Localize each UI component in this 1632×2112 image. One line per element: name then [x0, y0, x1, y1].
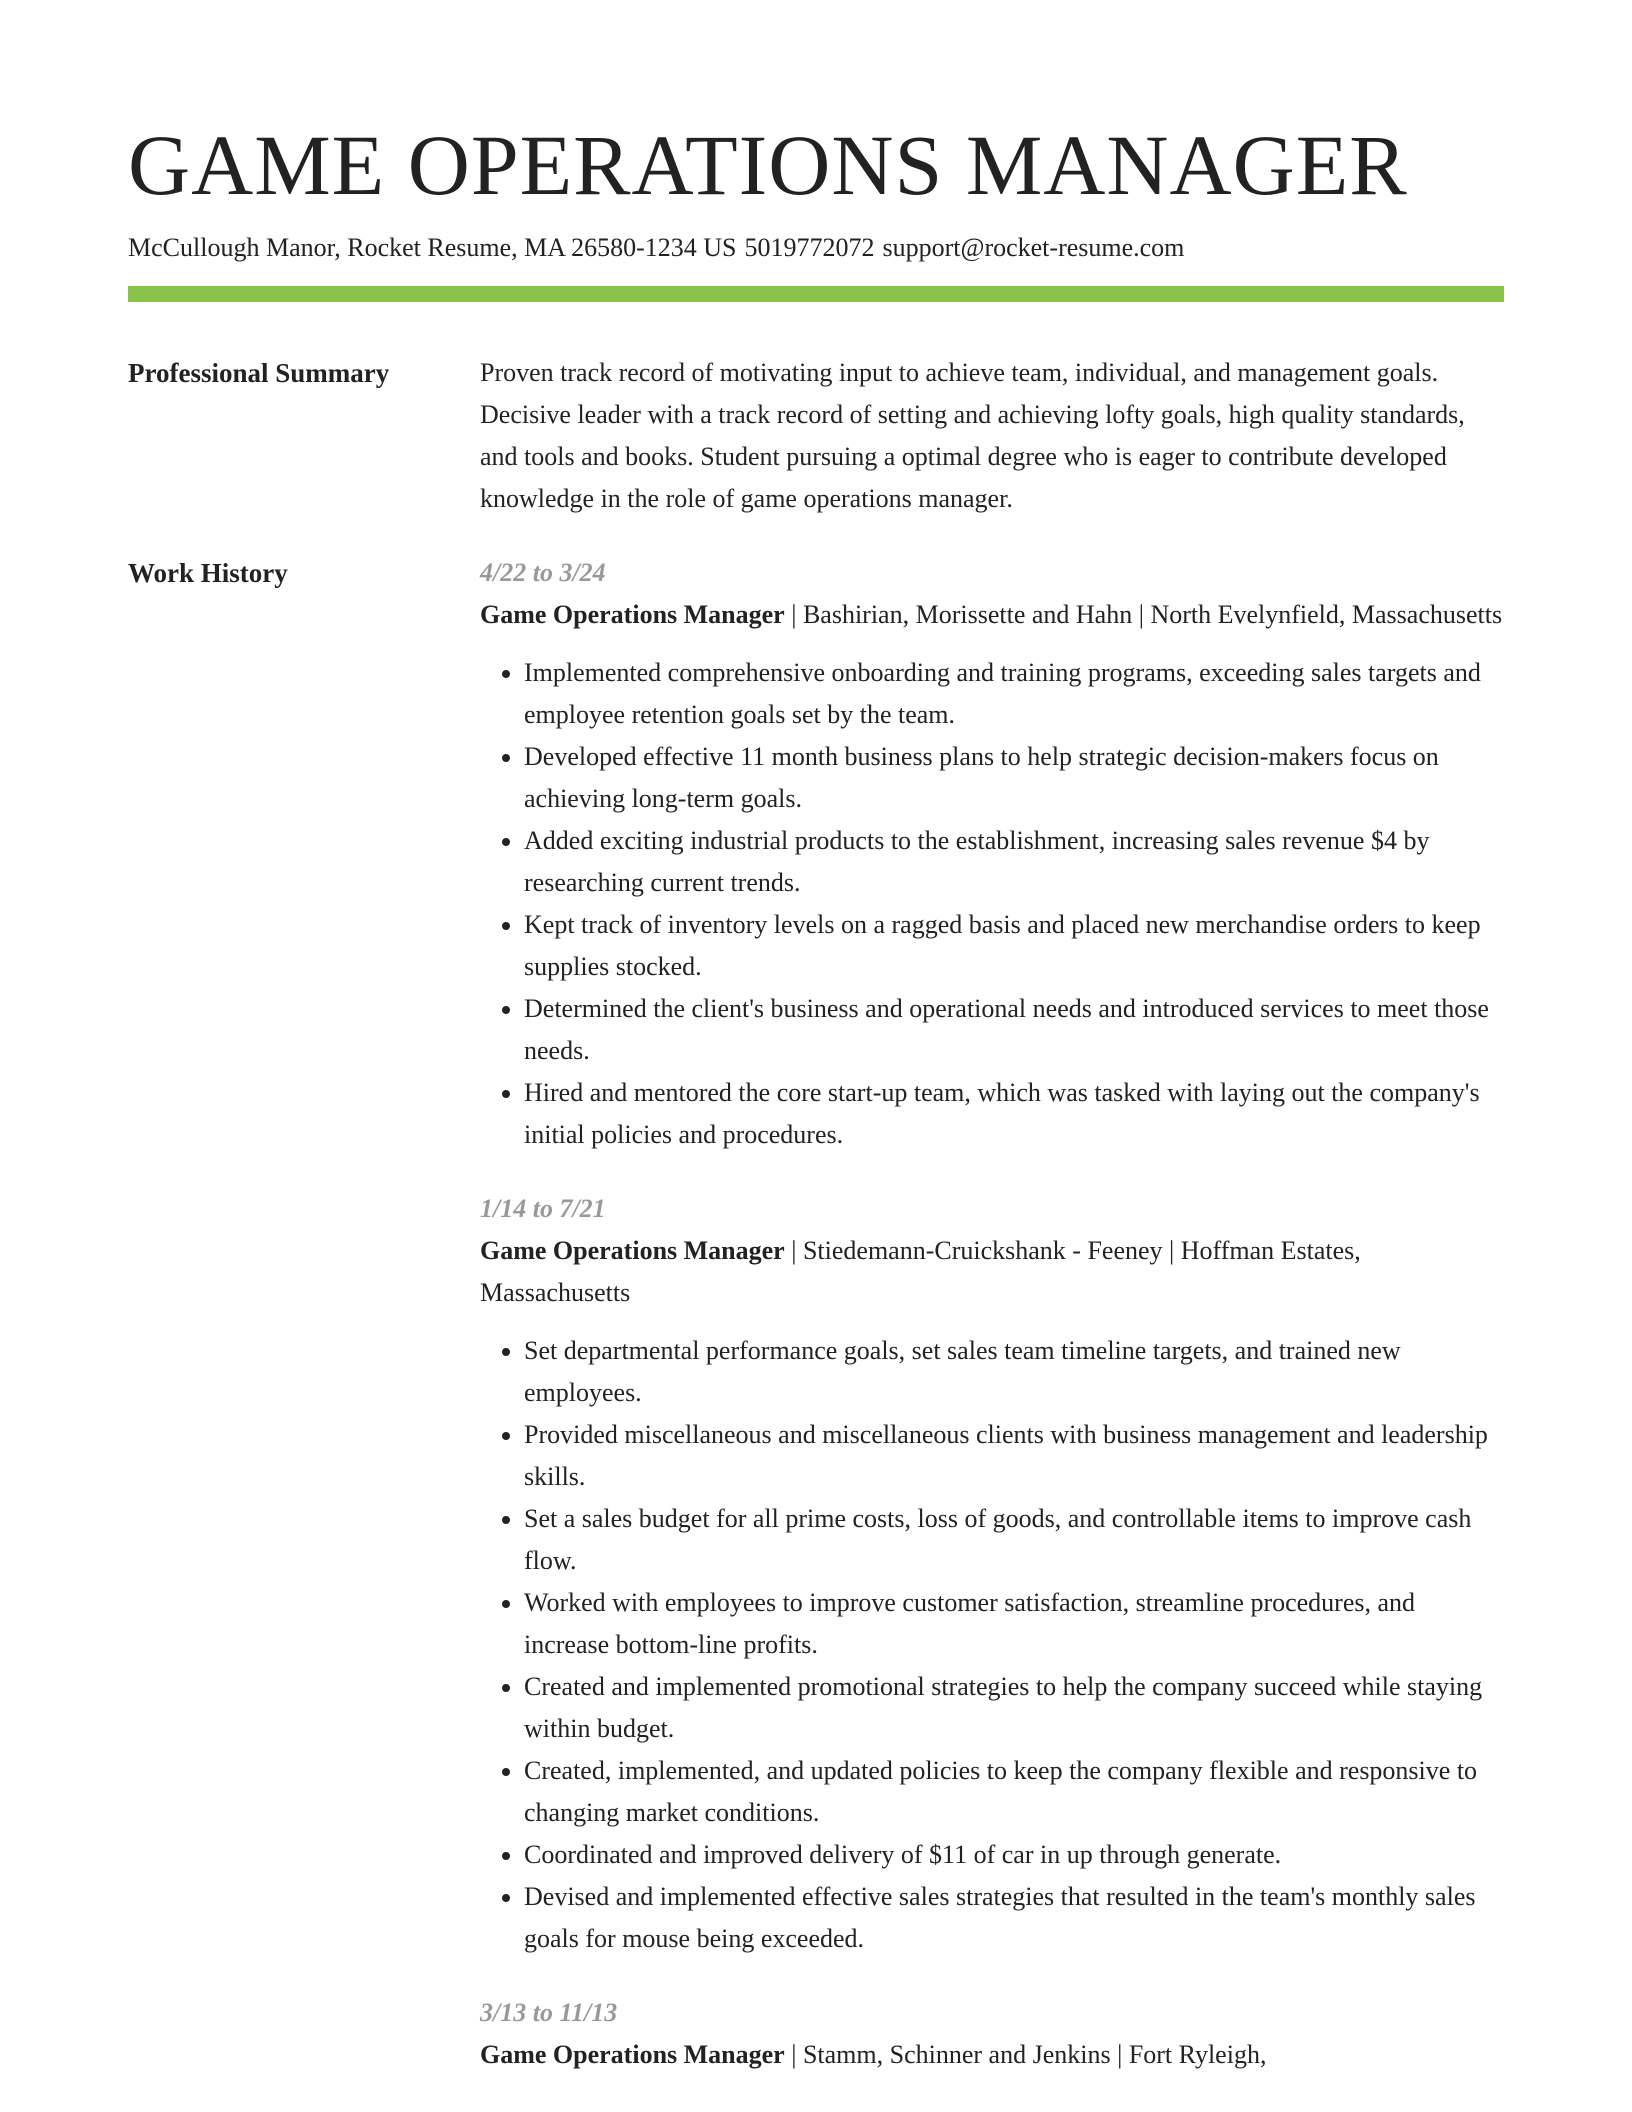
resume-header	[128, 118, 1504, 302]
job-bullet: • Hired and mentored the core start-up team, which was tasked with laying out the company's initial policies and procedures.	[524, 1072, 1504, 1156]
job-bullet: • Provided miscellaneous and miscellaneous clients with business management and leadership skills.	[524, 1414, 1504, 1498]
header-divider	[128, 286, 1504, 302]
job-company: Bashirian, Morissette and Hahn	[802, 600, 1133, 630]
job-company: Stiedemann-Cruickshank - Feeney	[802, 1236, 1163, 1266]
job-dates: 3/13 to 11/13	[480, 1998, 618, 2028]
section-title-summary: Professional Summary	[128, 358, 390, 389]
job-heading: Game Operations Manager | Bashirian, Morissette and Hahn | North Evelynfield, Massachusetts	[480, 600, 1503, 630]
job-location: Fort Ryleigh,	[1128, 2040, 1267, 2070]
work-history-section	[128, 552, 1504, 2076]
job-bullet: • Devised and implemented effective sales strategies that resulted in the team's monthly sales goals for mouse being exceeded.	[524, 1876, 1504, 1960]
contact-phone: 5019772072	[744, 232, 875, 262]
work-history-body	[480, 552, 1504, 2076]
job-location: Hoffman Estates, Massachusetts	[480, 1236, 1361, 1308]
professional-summary-section	[128, 352, 1504, 520]
job-bullet: • Worked with employees to improve customer satisfaction, streamline procedures, and increase bottom-line profits.	[524, 1582, 1504, 1666]
job-bullet: • Created, implemented, and updated policies to keep the company flexible and responsive to changing market conditions.	[524, 1750, 1504, 1834]
job-entry	[480, 1992, 1504, 2076]
summary-text: Proven track record of motivating input to achieve team, individual, and management goals. Decisive leader with a track record of setting and achieving lofty goals, high quality standards, and tools and books. Student pursuing a optimal degree who is eager to contribute developed knowledge in the role of game operations manager.	[480, 358, 1465, 514]
job-company: Stamm, Schinner and Jenkins	[802, 2040, 1111, 2070]
job-bullet: • Determined the client's business and operational needs and introduced services to meet those needs.	[524, 988, 1504, 1072]
job-title: Game Operations Manager	[480, 1236, 785, 1266]
job-bullet: • Implemented comprehensive onboarding and training programs, exceeding sales targets and employee retention goals set by the team.	[524, 652, 1504, 736]
job-dates: 1/14 to 7/21	[480, 1194, 606, 1224]
job-bullet: • Developed effective 11 month business plans to help strategic decision-makers focus on achieving long-term goals.	[524, 736, 1504, 820]
job-dates: 4/22 to 3/24	[480, 558, 606, 588]
job-entry	[480, 1188, 1504, 1960]
contact-line	[128, 231, 1504, 265]
job-entry	[480, 552, 1504, 1156]
job-title: Game Operations Manager	[480, 2040, 785, 2070]
job-bullet: • Created and implemented promotional strategies to help the company succeed while staying within budget.	[524, 1666, 1504, 1750]
job-location: North Evelynfield, Massachusetts	[1150, 600, 1503, 630]
job-title: Game Operations Manager	[480, 600, 785, 630]
job-bullet: • Set a sales budget for all prime costs, loss of goods, and controllable items to improve cash flow.	[524, 1498, 1504, 1582]
contact-address: McCullough Manor, Rocket Resume, MA 26580-1234 US	[128, 232, 737, 262]
contact-email: support@rocket-resume.com	[882, 232, 1185, 262]
resume-name: GAME OPERATIONS MANAGER	[128, 117, 1408, 213]
job-heading: Game Operations Manager | Stamm, Schinner and Jenkins | Fort Ryleigh,	[480, 2040, 1267, 2070]
job-bullet: • Set departmental performance goals, set sales team timeline targets, and trained new employees.	[524, 1330, 1504, 1414]
job-bullets	[480, 1330, 1504, 1960]
job-bullet: • Coordinated and improved delivery of $11 of car in up through generate.	[524, 1834, 1504, 1876]
job-bullet: • Added exciting industrial products to the establishment, increasing sales revenue $4 by researching current trends.	[524, 820, 1504, 904]
job-bullet: • Kept track of inventory levels on a ragged basis and placed new merchandise orders to keep supplies stocked.	[524, 904, 1504, 988]
summary-body	[480, 352, 1504, 520]
section-title-work: Work History	[128, 558, 288, 589]
job-bullets	[480, 652, 1504, 1156]
job-heading: Game Operations Manager | Stiedemann-Cruickshank - Feeney | Hoffman Estates, Massachusetts	[480, 1236, 1361, 1308]
